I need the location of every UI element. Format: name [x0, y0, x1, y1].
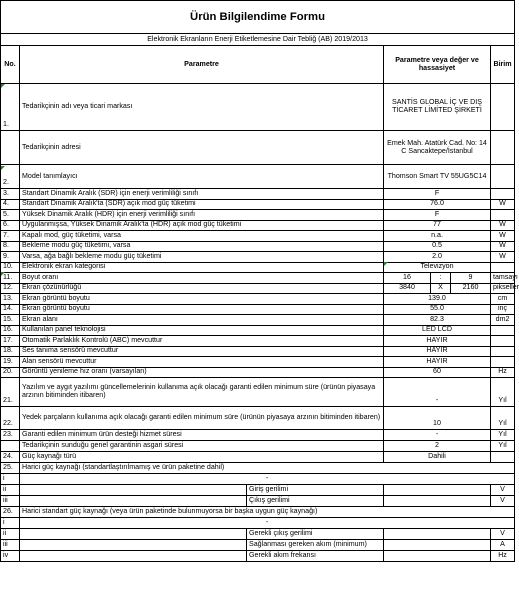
table-row: [1, 241, 515, 252]
row-number: 9.: [1, 252, 20, 263]
unit-cell: V: [491, 485, 515, 496]
row-number: 3.: [1, 189, 20, 200]
unit-cell: [491, 131, 515, 165]
param-display-category: Elektronik ekran kategorisi: [20, 262, 384, 273]
unit-cell: W: [491, 231, 515, 242]
param-room-sensor: Alan sensörü mevcuttur: [20, 357, 384, 368]
row-number: ii: [1, 529, 20, 540]
value-hdr-power: 77: [384, 220, 491, 231]
table-row: [1, 252, 515, 263]
value-sdr-power: 76.0: [384, 199, 491, 210]
blank-cell: [20, 496, 247, 507]
param-abc: Otomatik Parlaklık Kontrolü (ABC) mevcuttur: [20, 336, 384, 347]
unit-cell: Hz: [491, 367, 515, 378]
param-spare-parts: Yedek parçaların kullanıma açık olacağı garanti edilen minimum süre (ürünün piyasaya arzının bitiminden itibaren): [20, 407, 384, 430]
value-sdr-class: F: [384, 189, 491, 200]
param-hdr-power: Uygulanmışsa, Yüksek Dinamik Aralık'ta (HDR) açık mod güç tüketimi: [20, 220, 384, 231]
table-row: [1, 474, 515, 485]
value-software-updates: -: [384, 378, 491, 407]
unit-cell: [491, 452, 515, 463]
value-required-output-voltage: [384, 529, 491, 540]
row-number: iii: [1, 496, 20, 507]
row-number: 19.: [1, 357, 20, 368]
value-warranty: 2: [384, 441, 491, 452]
row-number: 11.: [1, 273, 20, 284]
table-row: [1, 346, 515, 357]
value-required-current: [384, 540, 491, 551]
row-number: 20.: [1, 367, 20, 378]
row-number: 14.: [1, 304, 20, 315]
value-supplier-address: Emek Mah. Atatürk Cad. No: 14 C Sancaktepe/İstanbul: [384, 131, 491, 165]
row-number: 7.: [1, 231, 20, 242]
param-warranty: Tedarikçinin sunduğu genel garantinin asgari süresi: [20, 441, 384, 452]
row-number: 2.: [1, 165, 20, 189]
unit-cell: Yıl: [491, 407, 515, 430]
param-sdr-class: Standart Dinamik Aralık (SDR) için enerji verimliliği sınıfı: [20, 189, 384, 200]
row-number: 21.: [1, 378, 20, 407]
table-row: [1, 283, 515, 294]
table-row: [1, 84, 515, 131]
unit-cell: dm2: [491, 315, 515, 326]
unit-cell: V: [491, 496, 515, 507]
param-supplier-address: Tedarikçinin adresi: [20, 131, 384, 165]
unit-cell: Yıl: [491, 430, 515, 441]
row-number: 10.: [1, 262, 20, 273]
row-number: 12.: [1, 283, 20, 294]
value-voice-sensor: HAYIR: [384, 346, 491, 357]
table-row: [1, 210, 515, 221]
value-aspect-sep: :: [431, 273, 451, 284]
header-unit: Birim: [491, 46, 515, 84]
table-row: [1, 273, 515, 284]
row-number: 1.: [1, 84, 20, 131]
table-row: [1, 540, 515, 551]
param-network-standby: Varsa, ağa bağlı bekleme modu güç tüketimi: [20, 252, 384, 263]
value-standard-psu: -: [20, 518, 515, 529]
header-value: Parametre veya değer ve hassasiyet: [384, 46, 491, 84]
sub-output-voltage: Çıkış gerilimi: [247, 496, 384, 507]
table-row: [1, 357, 515, 368]
value-hdr-class: F: [384, 210, 491, 221]
param-screen-area: Ekran alanı: [20, 315, 384, 326]
value-abc: HAYIR: [384, 336, 491, 347]
value-model: Thomson Smart TV 55UG5C14: [384, 165, 491, 189]
unit-cell: W: [491, 252, 515, 263]
blank-cell: [20, 551, 247, 562]
value-output-voltage: [384, 496, 491, 507]
table-row: [1, 367, 515, 378]
table-row: [1, 551, 515, 562]
value-display-category: Televizyon: [384, 262, 491, 273]
table-row: [1, 199, 515, 210]
table-row: [1, 294, 515, 305]
cell-comment-marker: [1, 166, 5, 170]
param-voice-sensor: Ses tanıma sensörü mevcuttur: [20, 346, 384, 357]
blank-cell: [20, 485, 247, 496]
row-number: 18.: [1, 346, 20, 357]
value-res-w: 3840: [384, 283, 431, 294]
row-number: ii: [1, 485, 20, 496]
param-power-supply-type: Güç kaynağı türü: [20, 452, 384, 463]
table-row: [1, 304, 515, 315]
value-diagonal-cm: 139.0: [384, 294, 491, 305]
table-row: [1, 378, 515, 407]
value-off-mode: n.a.: [384, 231, 491, 242]
param-standby: Bekleme modu güç tüketimi, varsa: [20, 241, 384, 252]
row-number: 26.: [1, 507, 20, 518]
row-number: 24.: [1, 452, 20, 463]
table-row: [1, 131, 515, 165]
row-number: 25.: [1, 463, 20, 474]
value-panel-tech: LED LCD: [384, 325, 491, 336]
table-row: [1, 441, 515, 452]
param-off-mode: Kapalı mod, güç tüketimi, varsa: [20, 231, 384, 242]
unit-cell: [491, 262, 515, 273]
value-external-psu: -: [20, 474, 515, 485]
row-number: 16.: [1, 325, 20, 336]
param-panel-tech: Kullanılan panel teknolojisi: [20, 325, 384, 336]
table-row: [1, 529, 515, 540]
value-aspect-h: 9: [451, 273, 491, 284]
table-row: [1, 231, 515, 242]
sub-required-output-voltage: Gerekli çıkış gerilimi: [247, 529, 384, 540]
row-number: iv: [1, 551, 20, 562]
param-standard-psu: Harici standart güç kaynağı (veya ürün paketinde bulunmuyorsa bir başka uygun güç kaynağı): [20, 507, 515, 518]
value-res-sep: X: [431, 283, 451, 294]
param-resolution: Ekran çözünürlüğü: [20, 283, 384, 294]
value-supplier-name: SANTİS GLOBAL İÇ VE DIŞ TİCARET LİMİTED ŞİRKETİ: [384, 84, 491, 131]
unit-cell: A: [491, 540, 515, 551]
row-number: 6.: [1, 220, 20, 231]
row-number: 13.: [1, 294, 20, 305]
row-number: 17.: [1, 336, 20, 347]
table-row: [1, 189, 515, 200]
unit-cell: [491, 325, 515, 336]
row-number: 8.: [1, 241, 20, 252]
table-row: [1, 452, 515, 463]
unit-cell: W: [491, 220, 515, 231]
unit-cell: inç: [491, 304, 515, 315]
sub-input-voltage: Giriş gerilimi: [247, 485, 384, 496]
row-number: 23.: [1, 430, 20, 441]
unit-cell: [491, 346, 515, 357]
form-title: Ürün Bilgilendime Formu: [1, 1, 515, 34]
table-row: [1, 262, 515, 273]
param-diagonal-cm: Ekran görüntü boyutu: [20, 294, 384, 305]
value-res-h: 2160: [451, 283, 491, 294]
table-row: [1, 325, 515, 336]
param-external-psu: Harici güç kaynağı (standartlaştırılmamış ve ürün paketine dahil): [20, 463, 515, 474]
value-aspect-w: 16: [384, 273, 431, 284]
row-number: [1, 441, 20, 452]
param-hdr-class: Yüksek Dinamik Aralık (HDR) için enerji verimliliği sınıfı: [20, 210, 384, 221]
row-number: i: [1, 474, 20, 485]
table-row: [1, 336, 515, 347]
table-row: [1, 165, 515, 189]
table-row: [1, 407, 515, 430]
param-sdr-power: Standart Dinamik Aralık'ta (SDR) açık mod güç tüketimi: [20, 199, 384, 210]
table-row: [1, 220, 515, 231]
unit-cell: pikseller: [491, 283, 515, 294]
sub-required-frequency: Gerekli akım frekansı: [247, 551, 384, 562]
param-diagonal-inch: Ekran görüntü boyutu: [20, 304, 384, 315]
row-number: 5.: [1, 210, 20, 221]
value-network-standby: 2.0: [384, 252, 491, 263]
value-power-supply-type: Dahili: [384, 452, 491, 463]
blank-cell: [20, 540, 247, 551]
unit-cell: Yıl: [491, 378, 515, 407]
value-room-sensor: HAYIR: [384, 357, 491, 368]
table-row: [1, 507, 515, 518]
unit-cell: V: [491, 529, 515, 540]
value-screen-area: 82.3: [384, 315, 491, 326]
table-row: [1, 315, 515, 326]
row-number: 22.: [1, 407, 20, 430]
row-number: iii: [1, 540, 20, 551]
table-row: [1, 485, 515, 496]
param-refresh-rate: Görüntü yenileme hız oranı (varsayılan): [20, 367, 384, 378]
unit-cell: [491, 189, 515, 200]
param-product-support: Garanti edilen minimum ürün desteği hizmet süresi: [20, 430, 384, 441]
row-number: [1, 131, 20, 165]
blank-cell: [20, 529, 247, 540]
value-spare-parts: 10: [384, 407, 491, 430]
header-parameter: Parametre: [20, 46, 384, 84]
sub-required-current: Sağlanması gereken akım (minimum): [247, 540, 384, 551]
table-row: [1, 496, 515, 507]
param-supplier-name: Tedarikçinin adı veya ticari markası: [20, 84, 384, 131]
table-row: [1, 430, 515, 441]
value-required-frequency: [384, 551, 491, 562]
row-number: 15.: [1, 315, 20, 326]
row-number: 4.: [1, 199, 20, 210]
unit-cell: [491, 336, 515, 347]
param-model: Model tanımlayıcı: [20, 165, 384, 189]
row-number: i: [1, 518, 20, 529]
table-row: [1, 518, 515, 529]
cell-comment-marker: [1, 84, 5, 88]
value-standby: 0.5: [384, 241, 491, 252]
value-diagonal-inch: 55.0: [384, 304, 491, 315]
unit-cell: [491, 84, 515, 131]
form-subtitle: Elektronik Ekranların Enerji Etiketlemesine Dair Tebliğ (AB) 2019/2013: [1, 34, 515, 46]
table-row: [1, 463, 515, 474]
cell-comment-marker: [384, 262, 388, 266]
unit-cell: [491, 165, 515, 189]
value-refresh-rate: 60: [384, 367, 491, 378]
value-input-voltage: [384, 485, 491, 496]
unit-cell: Yıl: [491, 441, 515, 452]
param-aspect-ratio: Boyut oranı: [20, 273, 384, 284]
unit-cell: Hz: [491, 551, 515, 562]
value-product-support: -: [384, 430, 491, 441]
param-software-updates: Yazılım ve aygıt yazılımı güncellemelerinin kullanıma açık olacağı garanti edilen minimum süre (ürünün piyasaya arzının bitiminden itibaren): [20, 378, 384, 407]
unit-cell: W: [491, 199, 515, 210]
unit-cell: W: [491, 241, 515, 252]
unit-cell: cm: [491, 294, 515, 305]
cell-comment-marker: [1, 272, 5, 276]
header-no: No.: [1, 46, 20, 84]
unit-cell: [491, 357, 515, 368]
unit-cell: tamsayı: [491, 273, 515, 284]
unit-cell: [491, 210, 515, 221]
